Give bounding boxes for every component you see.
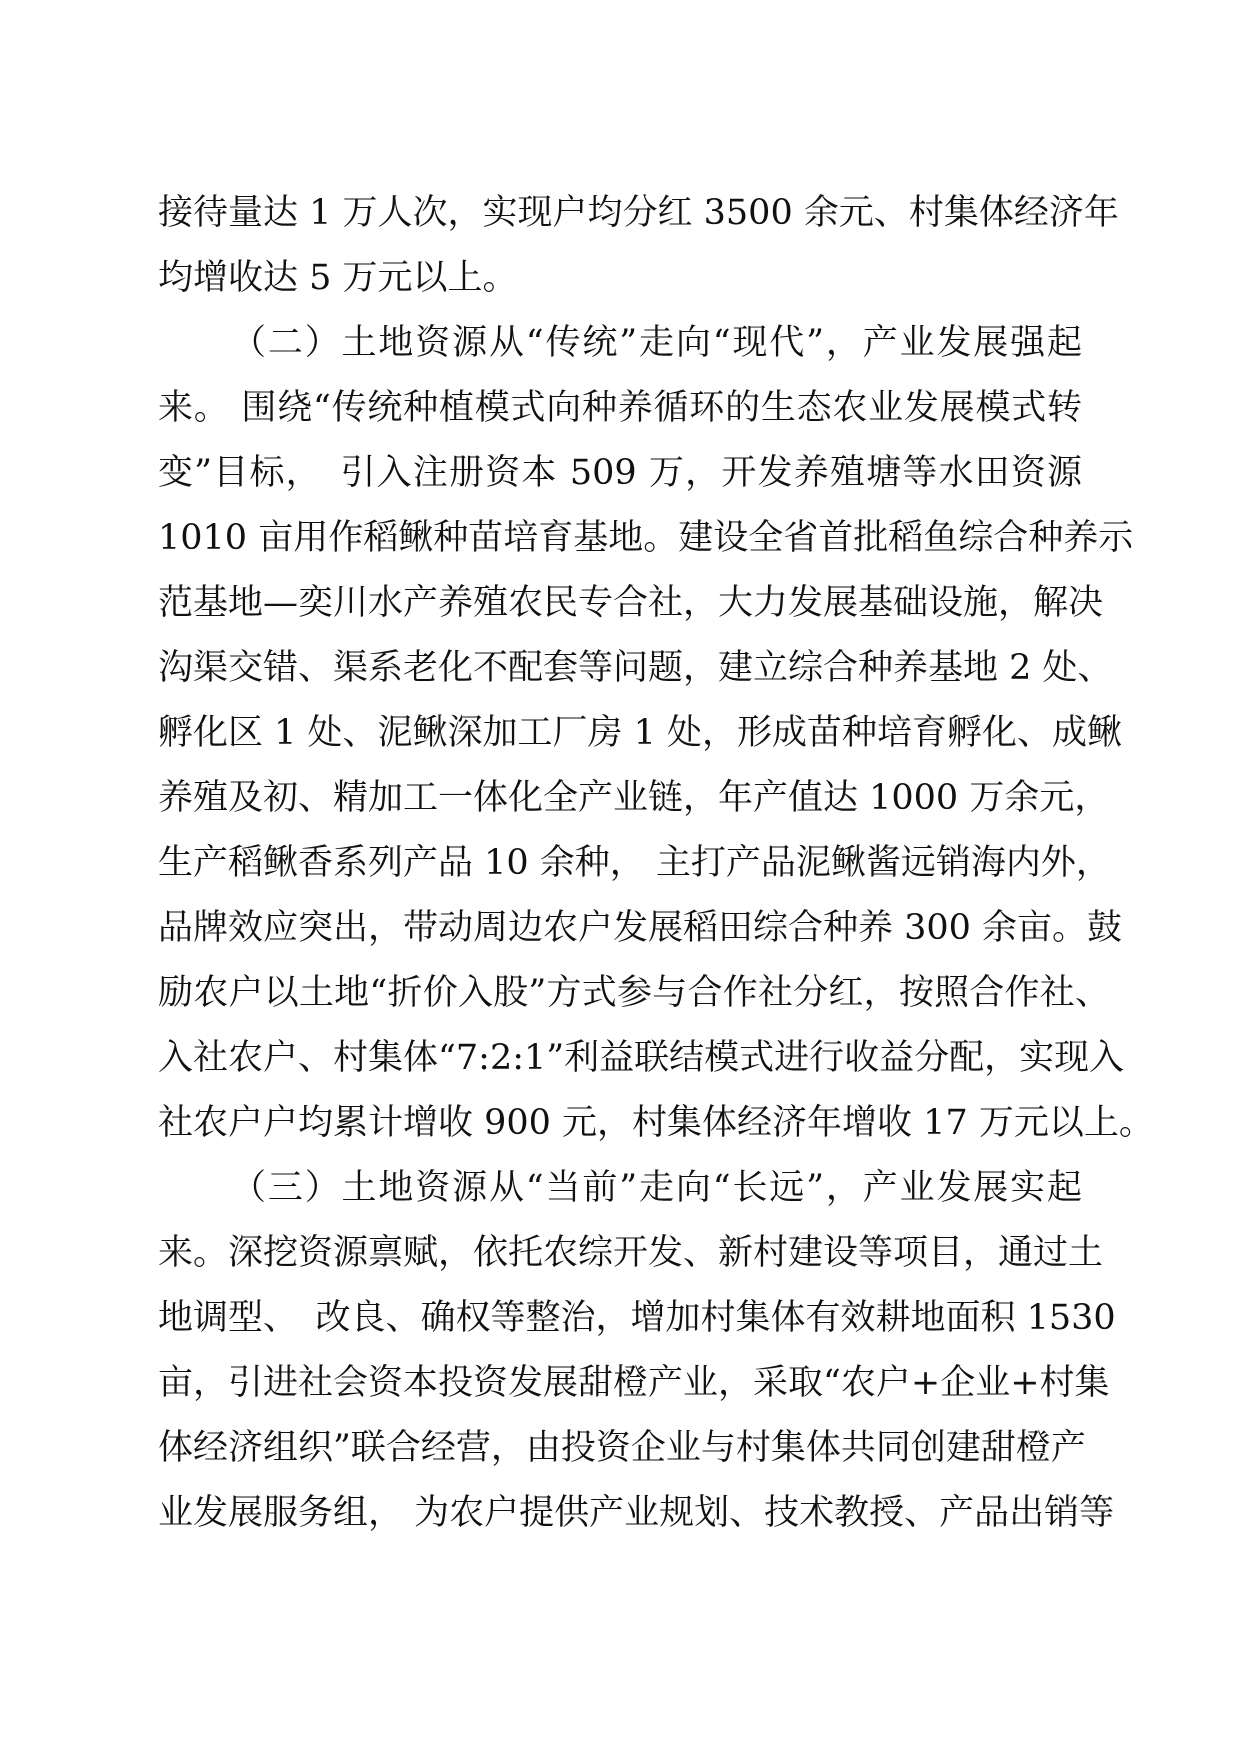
text-line: 来。 围绕“传统种植模式向种养循环的生态农业发展模式转 — [158, 388, 1082, 428]
text-line: 来。深挖资源禀赋，依托农综开发、新村建设等项目，通过土 — [158, 1233, 1104, 1273]
text-line: 励农户以土地“折价入股”方式参与合作社分红，按照合作社、 — [158, 973, 1110, 1013]
section-heading-line: （三）土地资源从“当前”走向“长远”，产业发展实起 — [231, 1168, 1082, 1208]
text-line: 业发展服务组， 为农户提供产业规划、技术教授、产品出销等 — [158, 1493, 1115, 1533]
text-line: 接待量达 1 万人次，实现户均分红 3500 余元、村集体经济年 — [158, 193, 1119, 233]
text-line: 孵化区 1 处、泥鳅深加工厂房 1 处，形成苗种培育孵化、成鳅 — [158, 713, 1123, 753]
text-line: 亩，引进社会资本投资发展甜橙产业，采取“农户+企业+村集 — [158, 1363, 1110, 1403]
text-line: 体经济组织”联合经营，由投资企业与村集体共同创建甜橙产 — [158, 1428, 1086, 1468]
text-line: 生产稻鳅香系列产品 10 余种， 主打产品泥鳅酱远销海内外， — [158, 843, 1111, 883]
text-line: 沟渠交错、渠系老化不配套等问题，建立综合种养基地 2 处、 — [158, 648, 1113, 688]
text-line: 变”目标， 引入注册资本 509 万，开发养殖塘等水田资源 — [158, 453, 1082, 493]
text-line: 1010 亩用作稻鳅种苗培育基地。建设全省首批稻鱼综合种养示 — [158, 518, 1134, 558]
text-line: 地调型、 改良、确权等整治，增加村集体有效耕地面积 1530 — [158, 1298, 1116, 1338]
text-line: 范基地—奕川水产养殖农民专合社，大力发展基础设施，解决 — [158, 583, 1104, 623]
text-line: 均增收达 5 万元以上。 — [158, 258, 518, 298]
text-line: 入社农户、村集体“7:2:1”利益联结模式进行收益分配，实现入 — [158, 1038, 1125, 1078]
text-line: 养殖及初、精加工一体化全产业链，年产值达 1000 万余元， — [158, 778, 1110, 818]
text-line: 社农户户均累计增收 900 元，村集体经济年增收 17 万元以上。 — [158, 1103, 1154, 1143]
text-line: 品牌效应突出，带动周边农户发展稻田综合种养 300 余亩。鼓 — [158, 908, 1123, 948]
section-heading-line: （二）土地资源从“传统”走向“现代”，产业发展强起 — [231, 323, 1082, 363]
